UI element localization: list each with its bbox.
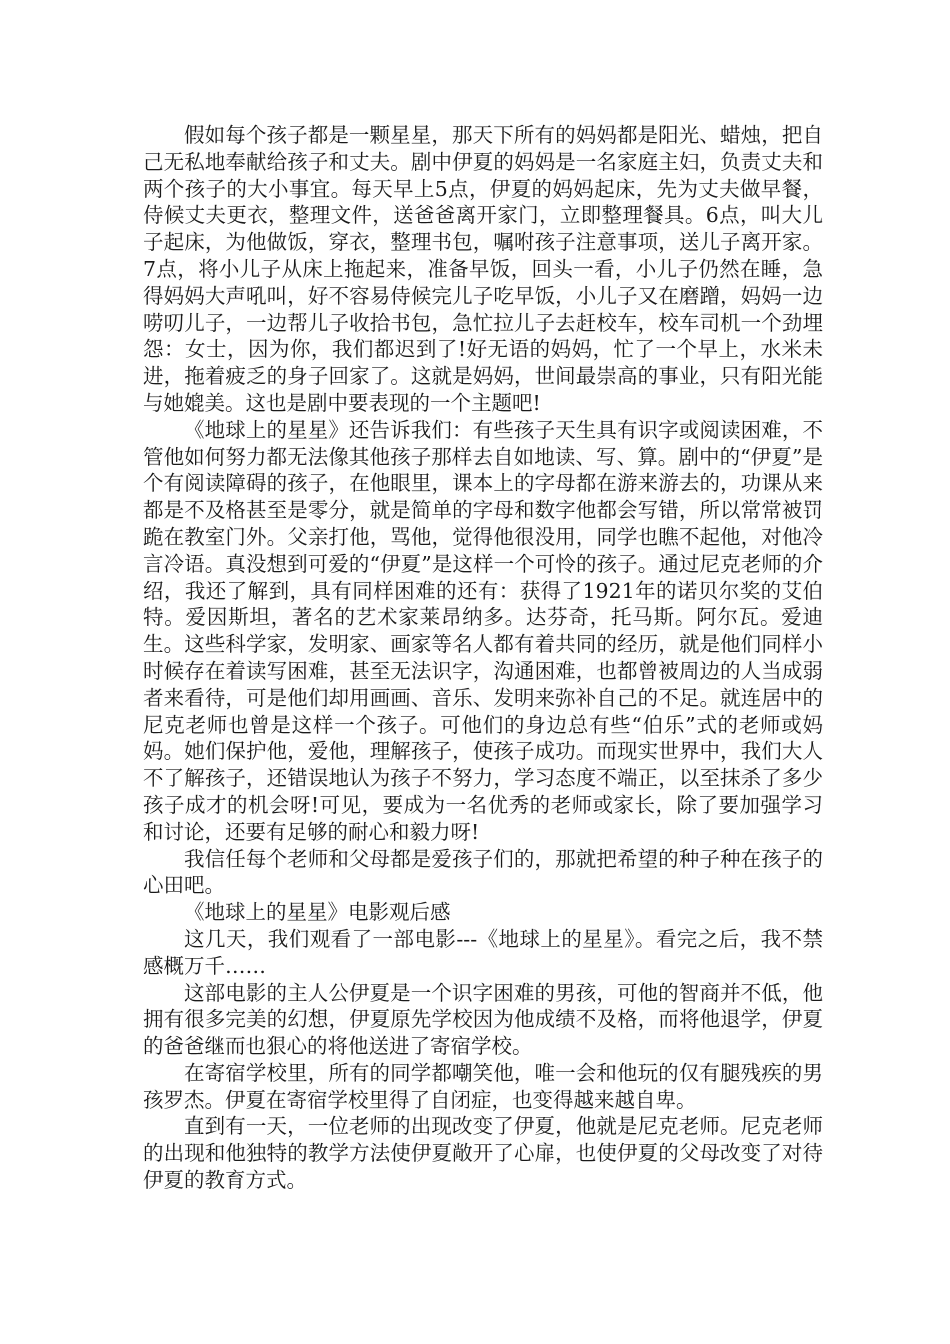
paragraph-reading-difficulty: 《地球上的星星》还告诉我们：有些孩子天生具有识字或阅读困难，不管他如何努力都无法像其他孩子那样去自如地读、写、算。剧中的“伊夏”是个有阅读障碍的孩子，在他眼里，课本上的字母都在游来游去的，功课从来都是不及格甚至是零分，就是简单的字母和数字他都会写错，所以常常被罚跪在教室门外。父亲打他，骂他，觉得他很没用，同学也瞧不起他，对他冷言冷语。真没想到可爱的“伊夏”是这样一个可怜的孩子。通过尼克老师的介绍，我还了解到，具有同样困难的还有：获得了1921年的诺贝尔奖的艾伯特。爱因斯坦，著名的艺术家莱昂纳多。达芬奇，托马斯。阿尔瓦。爱迪生。这些科学家，发明家、画家等名人都有着共同的经历，就是他们同样小时候存在着读写困难，甚至无法识字，沟通困难，也都曾被周边的人当成弱者来看待，可是他们却用画画、音乐、发明来弥补自己的不足。就连居中的尼克老师也曾是这样一个孩子。可他们的身边总有些“伯乐”式的老师或妈妈。她们保护他，爱他，理解孩子，使孩子成功。而现实世界中，我们大人不了解孩子，还错误地认为孩子不努力，学习态度不端正，以至抹杀了多少孩子成才的机会呀!可见，要成为一名优秀的老师或家长，除了要加强学习和讨论，还要有足够的耐心和毅力呀!	[143, 417, 823, 844]
paragraph-boarding-school: 在寄宿学校里，所有的同学都嘲笑他，唯一会和他玩的仅有腿残疾的男孩罗杰。伊夏在寄宿学校里得了自闭症，也变得越来越自卑。	[143, 1060, 823, 1112]
paragraph-mothers: 假如每个孩子都是一颗星星，那天下所有的妈妈都是阳光、蜡烛，把自己无私地奉献给孩子和丈夫。剧中伊夏的妈妈是一名家庭主妇，负责丈夫和两个孩子的大小事宜。每天早上5点，伊夏的妈妈起床，先为丈夫做早餐，侍候丈夫更衣，整理文件，送爸爸离开家门，立即整理餐具。6点，叫大儿子起床，为他做饭，穿衣，整理书包，嘱咐孩子注意事项，送儿子离开家。7点，将小儿子从床上拖起来，准备早饭，回头一看，小儿子仍然在睡，急得妈妈大声吼叫，好不容易侍候完儿子吃早饭，小儿子又在磨蹭，妈妈一边唠叨儿子，一边帮儿子收拾书包，急忙拉儿子去赶校车，校车司机一个劲埋怨：女士，因为你，我们都迟到了!好无语的妈妈，忙了一个早上，水米未进，拖着疲乏的身子回家了。这就是妈妈，世间最崇高的事业，只有阳光能与她媲美。这也是剧中要表现的一个主题吧!	[143, 123, 823, 415]
paragraph-movie-intro: 这几天，我们观看了一部电影---《地球上的星星》。看完之后，我不禁感概万千……	[143, 926, 823, 978]
paragraph-protagonist: 这部电影的主人公伊夏是一个识字困难的男孩，可他的智商并不低，他拥有很多完美的幻想，伊夏原先学校因为他成绩不及格，而将他退学，伊夏的爸爸继而也狠心的将他送进了寄宿学校。	[143, 980, 823, 1059]
paragraph-teacher-nick: 直到有一天，一位老师的出现改变了伊夏，他就是尼克老师。尼克老师的出现和他独特的教学方法使伊夏敞开了心扉，也使伊夏的父母改变了对待伊夏的教育方式。	[143, 1114, 823, 1193]
section-title: 《地球上的星星》电影观后感	[184, 900, 451, 925]
paragraph-trust: 我信任每个老师和父母都是爱孩子们的，那就把希望的种子种在孩子的心田吧。	[143, 846, 823, 898]
document-body	[143, 122, 823, 1194]
